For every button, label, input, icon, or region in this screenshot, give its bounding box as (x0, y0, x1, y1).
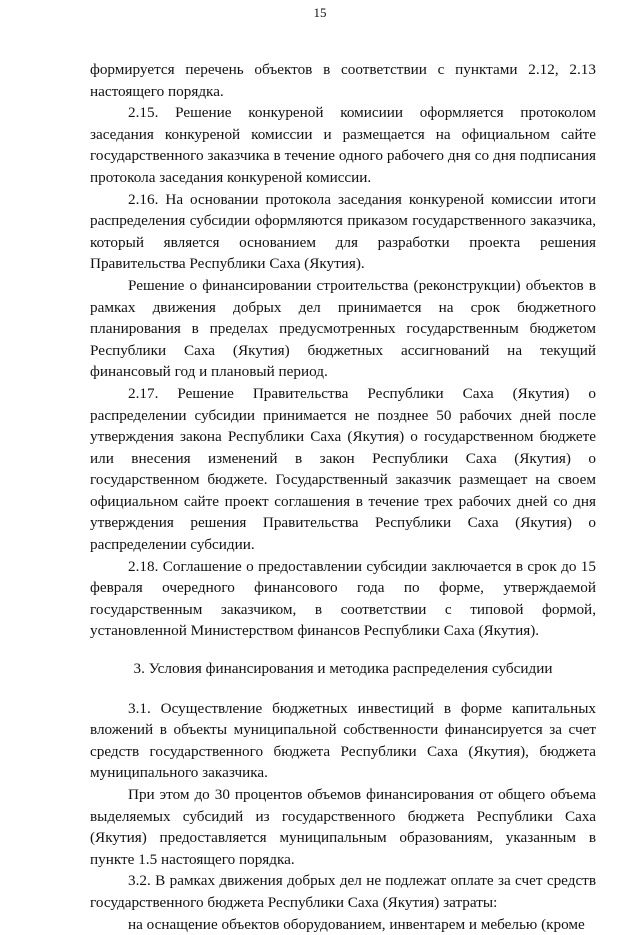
paragraph-3-1: 3.1. Осуществление бюджетных инвестиций в форме капитальных вложений в объекты муниципальной собственности финансируется за счет средств государственного бюджета Республики Саха (Якутия), бюджета муниципального заказчика. (90, 699, 596, 782)
paragraph-financing-decision: Решение о финансировании строительства (реконструкции) объектов в рамках движения добрых дел принимается на срок бюджетного планирования в пределах предусмотренных государственным бюджетом Республики Саха (Якутия) бюджетных ассигнований на текущий финансовый год и плановый период. (90, 276, 596, 381)
section-heading: 3. Условия финансирования и методика распределения субсидии (133, 660, 553, 678)
page-number: 15 (313, 5, 327, 20)
paragraph-2-16: 2.16. На основании протокола заседания конкуреной комиссии итоги распределения субсидии оформляются приказом государственного заказчика, который является основанием для разработки проекта решения Правительства Республики Саха (Якутия). (90, 190, 596, 273)
paragraph-30-percent: При этом до 30 процентов объемов финансирования от общего объема выделяемых субсидий из государственного бюджета Республики Саха (Якутия) предоставляется муниципальным образованиям, указанным в пункте 1.5 настоящего порядка. (90, 786, 596, 868)
paragraph-continuation: формируется перечень объектов в соответствии с пунктами 2.12, 2.13 настоящего порядка. (90, 61, 596, 100)
document-body (90, 59, 596, 935)
paragraph-2-17: 2.17. Решение Правительства Республики Саха (Якутия) о распределении субсидии принимается не позднее 50 рабочих дней после утверждения закона Республики Саха (Якутия) о государственном бюджете или внесения изменений в закон Республики Саха (Якутия) о государственном бюджете. Государственный заказчик размещает на своем официальном сайте проект соглашения в течение трех рабочих дней со дня утверждения решения Правительства Республики Саха (Якутия) о распределении субсидии. (90, 384, 596, 554)
paragraph-equipment: на оснащение объектов оборудованием, инвентарем и мебелью (кроме (128, 915, 585, 933)
paragraph-2-15: 2.15. Решение конкуреной комисиии оформляется протоколом заседания конкуреной комиссии и размещается на официальном сайте государственного заказчика в течение одного рабочего дня со дня подписания протокола заседания конкуреной комиссии. (90, 104, 596, 186)
paragraph-3-2: 3.2. В рамках движения добрых дел не подлежат оплате за счет средств государственного бюджета Республики Саха (Якутия) затраты: (90, 872, 596, 911)
paragraph-2-18: 2.18. Соглашение о предоставлении субсидии заключается в срок до 15 февраля очередного финансового года по форме, утверждаемой государственным заказчиком, в соответствии с типовой формой, установленной Министерством финансов Республики Саха (Якутия). (90, 557, 596, 640)
